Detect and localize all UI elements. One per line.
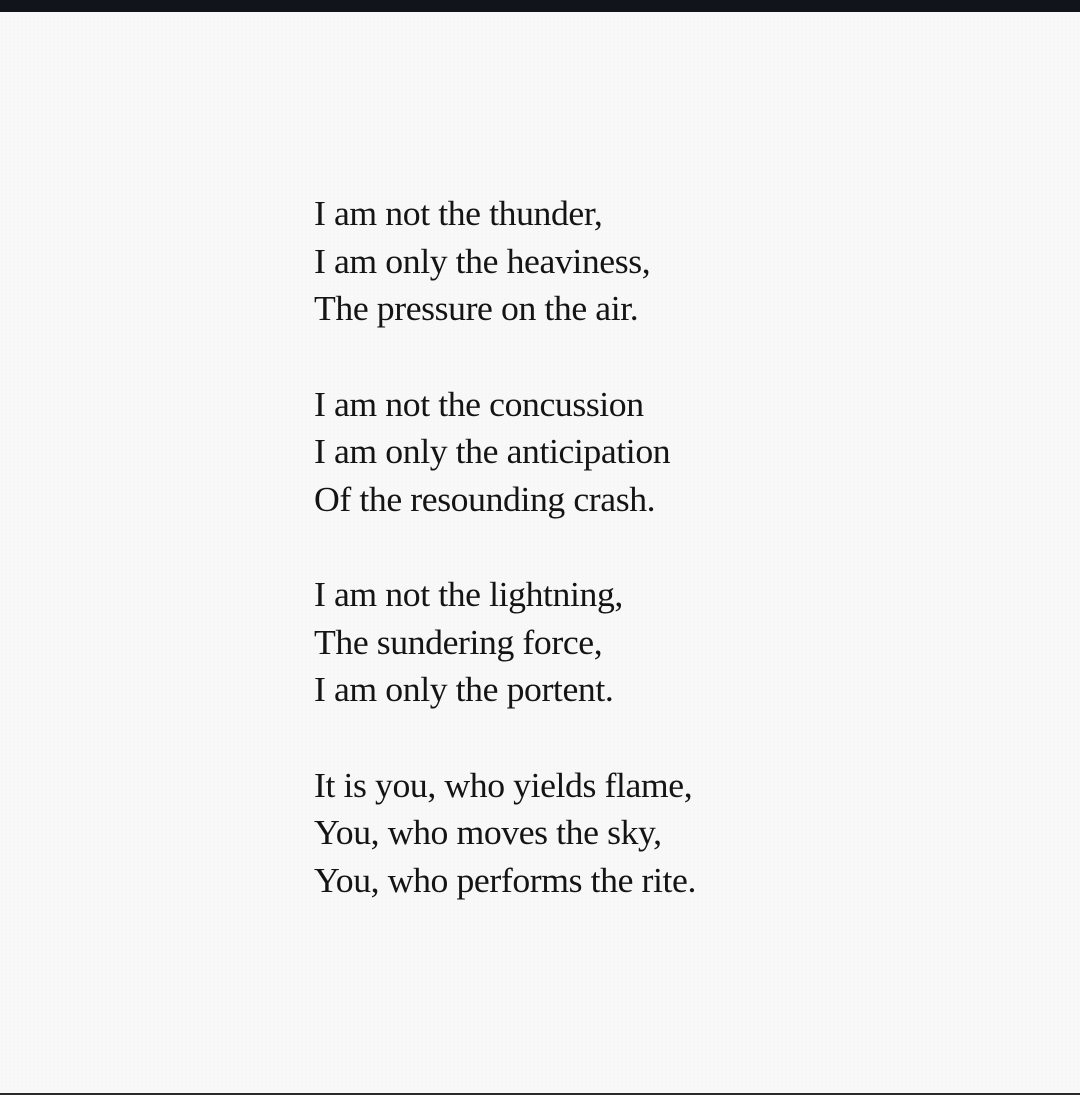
- stanza-2: [314, 381, 934, 524]
- poem-line: I am only the heaviness,: [314, 241, 651, 281]
- poem-line: You, who moves the sky,: [314, 813, 662, 852]
- poem-line: You, who performs the rite.: [314, 860, 696, 900]
- poem-text: [314, 190, 934, 952]
- top-status-bar: [0, 0, 1080, 12]
- poem-line: I am not the concussion: [314, 384, 644, 424]
- poem-line: I am not the lightning,: [314, 575, 623, 614]
- poem-line: I am only the anticipation: [314, 432, 671, 471]
- stanza-3: [314, 571, 934, 714]
- poem-line: I am only the portent.: [314, 670, 614, 709]
- poem-line: The sundering force,: [314, 622, 603, 662]
- poem-line: Of the resounding crash.: [314, 479, 656, 519]
- poem-line: It is you, who yields flame,: [314, 765, 693, 805]
- poem-line: I am not the thunder,: [314, 194, 603, 233]
- poem-line: The pressure on the air.: [314, 289, 639, 328]
- stanza-1: [314, 190, 934, 333]
- stanza-4: [314, 762, 934, 905]
